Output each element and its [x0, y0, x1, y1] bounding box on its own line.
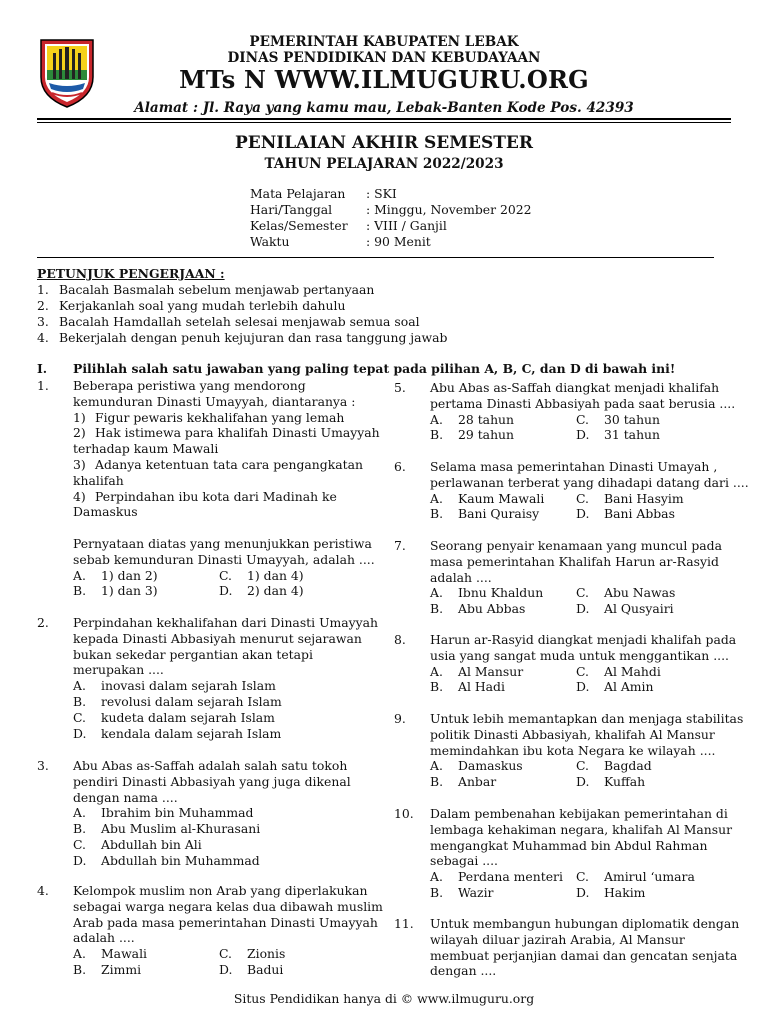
statement-item: [73, 441, 380, 457]
option-text: Al Qusyairi: [604, 601, 674, 617]
option-row: [430, 758, 743, 774]
option-text: Al Mahdi: [604, 663, 661, 679]
option-letter: B.: [73, 693, 87, 709]
option-text: Wazir: [458, 884, 494, 900]
option-row: [73, 962, 383, 978]
option-text: 31 tahun: [604, 427, 661, 443]
question-number: 10.: [394, 806, 414, 821]
instruction-text: Bacalah Basmalah sebelum menjawab pertanyaan: [59, 282, 375, 297]
question-stem-line: Perpindahan kekhalifahan dari Dinasti Umayyah: [73, 615, 379, 630]
question-number: 11.: [394, 916, 414, 931]
option-letter: B.: [73, 583, 87, 599]
option-row: [73, 568, 380, 584]
info-row: [250, 202, 532, 218]
option-text: 28 tahun: [458, 411, 515, 427]
option-letter: B.: [73, 961, 87, 977]
header-department: DINAS PENDIDIKAN DAN KEBUDAYAAN: [227, 50, 541, 66]
instruction-number: 4.: [37, 330, 49, 345]
option-letter: D.: [576, 774, 590, 790]
instruction-item: [37, 298, 447, 314]
question-stem-line: memindahkan ibu kota Negara ke wilayah ....: [430, 742, 716, 758]
option-text: Bani Hasyim: [604, 490, 684, 506]
question-stem-line: mengangkat Muhammad bin Abdul Rahman: [430, 837, 708, 853]
statement-text: Perpindahan ibu kota dari Madinah ke: [95, 488, 337, 504]
option-text: Bagdad: [604, 758, 652, 774]
question-number: 8.: [394, 632, 406, 647]
question-stem-line: Harun ar-Rasyid diangkat menjadi khalifah pada: [430, 632, 737, 647]
question-stem-line: Abu Abas as-Saffah diangkat menjadi khalifah: [430, 380, 720, 395]
option-letter: C.: [576, 869, 589, 885]
question-stem-line: usia yang sangat muda untuk menggantikan ....: [430, 647, 729, 663]
option-row: [73, 726, 378, 742]
option-row: [73, 821, 351, 837]
header-divider: [37, 118, 731, 120]
info-row: [250, 186, 532, 202]
question-number: 1.: [37, 378, 49, 393]
question-stem-line: kepada Dinasti Abbasiyah menurut sejarawan: [73, 630, 362, 646]
question-stem-line: Pernyataan diatas yang menunjukkan peristiwa: [73, 535, 372, 551]
option-text: Al Mansur: [458, 663, 524, 679]
statement-number: 2): [73, 425, 86, 441]
school-name: MTs N WWW.ILMUGURU.ORG: [179, 65, 589, 94]
option-text: Al Hadi: [458, 679, 505, 695]
instruction-item: [37, 314, 447, 330]
option-letter: A.: [430, 585, 443, 601]
statement-text: Adanya ketentuan tata cara pengangkatan: [95, 456, 363, 472]
instruction-item: [37, 282, 447, 298]
option-text: Abdullah bin Muhammad: [101, 852, 260, 868]
option-row: [430, 774, 743, 790]
question-body: [430, 916, 739, 979]
option-text: Abu Nawas: [604, 585, 676, 601]
statement-item: [73, 410, 380, 426]
option-letter: A.: [430, 411, 443, 427]
question-body: [73, 378, 380, 599]
header-divider-thin: [37, 122, 731, 123]
option-text: 1) dan 4): [247, 567, 304, 583]
option-text: inovasi dalam sejarah Islam: [101, 678, 276, 694]
statement-text: Figur pewaris kekhalifahan yang lemah: [95, 409, 345, 425]
question-stem-line: Untuk membangun hubungan diplomatik dengan: [430, 916, 740, 931]
option-letter: A.: [430, 490, 443, 506]
option-letter: A.: [73, 678, 86, 694]
question-body: [430, 538, 722, 617]
option-row: [430, 664, 736, 680]
option-row: [73, 853, 351, 869]
question-stem-line: Untuk lebih memantapkan dan menjaga stabilitas: [430, 711, 744, 726]
statement-text: Hak istimewa para khalifah Dinasti Umayyah: [95, 425, 380, 441]
option-row: [73, 694, 378, 710]
option-row: [73, 805, 351, 821]
option-letter: B.: [73, 821, 87, 837]
statement-number: 4): [73, 488, 86, 504]
instruction-text: Bekerjalah dengan penuh kejujuran dan rasa tanggung jawab: [59, 330, 448, 345]
option-letter: D.: [576, 506, 590, 522]
info-divider: [37, 257, 714, 258]
option-text: 2) dan 4): [247, 583, 304, 599]
question-number: 7.: [394, 538, 406, 553]
instruction-text: Kerjakanlah soal yang mudah terlebih dahulu: [59, 298, 346, 313]
option-letter: A.: [430, 758, 443, 774]
info-value: : VIII / Ganjil: [366, 218, 447, 233]
option-row: [73, 946, 383, 962]
info-value: : Minggu, November 2022: [366, 202, 532, 217]
option-letter: A.: [73, 946, 86, 962]
option-letter: D.: [73, 852, 87, 868]
question-stem-line: Beberapa peristiwa yang mendorong: [73, 378, 306, 393]
question-stem-line: wilayah diluar jazirah Arabia, Al Mansur: [430, 931, 685, 947]
option-row: [73, 583, 380, 599]
instruction-number: 1.: [37, 282, 49, 297]
question-stem-line: merupakan ....: [73, 662, 164, 678]
spacer: [73, 520, 380, 536]
school-address: Alamat : Jl. Raya yang kamu mau, Lebak-Banten Kode Pos. 42393: [134, 100, 634, 116]
option-text: Perdana menteri: [458, 869, 563, 885]
question-stem-line: Abu Abas as-Saffah adalah salah satu tokoh: [73, 758, 348, 773]
info-label: Hari/Tanggal: [250, 202, 333, 217]
statement-number: 3): [73, 456, 86, 472]
option-row: [430, 885, 732, 901]
option-text: Damaskus: [458, 758, 523, 774]
instruction-text: Bacalah Hamdallah setelah selesai menjawab semua soal: [59, 314, 420, 329]
option-letter: A.: [430, 663, 443, 679]
option-text: Zionis: [247, 946, 286, 962]
question-stem-line: adalah ....: [430, 569, 492, 585]
option-letter: C.: [576, 585, 589, 601]
question-number: 4.: [37, 883, 49, 898]
info-value: : SKI: [366, 186, 397, 201]
option-row: [430, 585, 722, 601]
option-row: [430, 427, 735, 443]
question-number: 9.: [394, 711, 406, 726]
option-letter: B.: [430, 884, 444, 900]
option-text: Badui: [247, 961, 284, 977]
question-stem-line: Seorang penyair kenamaan yang muncul pada: [430, 538, 722, 553]
header-government: PEMERINTAH KABUPATEN LEBAK: [249, 34, 519, 50]
option-row: [73, 710, 378, 726]
statement-text: khalifah: [73, 472, 124, 488]
question-stem-line: dengan nama ....: [73, 789, 178, 805]
option-text: 30 tahun: [604, 411, 661, 427]
option-text: Bani Quraisy: [458, 506, 540, 522]
option-text: 1) dan 3): [101, 583, 158, 599]
question-stem-line: kemunduran Dinasti Umayyah, diantaranya :: [73, 393, 356, 409]
instruction-number: 3.: [37, 314, 49, 329]
option-letter: C.: [576, 663, 589, 679]
option-row: [430, 601, 722, 617]
option-row: [430, 491, 749, 507]
option-row: [430, 506, 749, 522]
option-text: Kuffah: [604, 774, 646, 790]
question-stem-line: sebab kemunduran Dinasti Umayyah, adalah ....: [73, 551, 375, 567]
statement-item: [73, 457, 380, 473]
option-letter: C.: [219, 946, 232, 962]
question-stem-line: Arab pada masa pemerintahan Dinasti Umayyah: [73, 914, 378, 930]
option-text: kudeta dalam sejarah Islam: [101, 709, 275, 725]
instructions-heading: PETUNJUK PENGERJAAN :: [37, 266, 225, 281]
question-body: [73, 883, 383, 978]
option-text: Abu Muslim al-Khurasani: [101, 821, 261, 837]
question-stem-line: perlawanan terberat yang dihadapi datang dari ....: [430, 474, 749, 490]
question-stem-line: sebagai ....: [430, 853, 498, 869]
option-text: Ibnu Khaldun: [458, 585, 544, 601]
statement-item: [73, 425, 380, 441]
option-text: Abu Abbas: [458, 601, 526, 617]
question-number: 2.: [37, 615, 49, 630]
option-row: [430, 412, 735, 428]
option-text: revolusi dalam sejarah Islam: [101, 693, 282, 709]
question-stem-line: dengan ....: [430, 963, 497, 979]
option-letter: A.: [73, 567, 86, 583]
option-letter: D.: [576, 601, 590, 617]
option-text: Zimmi: [101, 961, 142, 977]
option-letter: B.: [430, 506, 444, 522]
info-label: Waktu: [250, 234, 290, 249]
instructions: [37, 266, 447, 346]
option-text: Bani Abbas: [604, 506, 675, 522]
section-text: Pilihlah salah satu jawaban yang paling tepat pada pilihan A, B, C, dan D di bawah ini!: [73, 361, 676, 376]
question-stem-line: lembaga kehakiman negara, khalifah Al Mansur: [430, 821, 733, 837]
instruction-number: 2.: [37, 298, 49, 313]
option-letter: C.: [576, 758, 589, 774]
option-row: [73, 837, 351, 853]
statement-item: [73, 489, 380, 505]
exam-year: TAHUN PELAJARAN 2022/2023: [264, 156, 504, 172]
option-letter: D.: [576, 427, 590, 443]
question-stem-line: membuat perjanjian damai dan gencatan senjata: [430, 947, 738, 963]
option-text: Kaum Mawali: [458, 490, 545, 506]
question-body: [430, 711, 743, 790]
option-letter: C.: [73, 836, 86, 852]
question-body: [430, 380, 735, 443]
question-body: [73, 615, 378, 741]
option-text: Ibrahim bin Muhammad: [101, 805, 254, 821]
option-text: 29 tahun: [458, 427, 515, 443]
exam-title: PENILAIAN AKHIR SEMESTER: [234, 133, 534, 153]
option-text: kendala dalam sejarah Islam: [101, 725, 282, 741]
question-body: [430, 806, 732, 901]
question-stem-line: pertama Dinasti Abbasiyah pada saat berusia ....: [430, 395, 736, 411]
option-text: Hakim: [604, 884, 646, 900]
option-letter: C.: [219, 567, 232, 583]
option-text: 1) dan 2): [101, 567, 158, 583]
question-stem-line: Dalam pembenahan kebijakan pemerintahan di: [430, 806, 728, 821]
instruction-item: [37, 330, 447, 346]
question-number: 5.: [394, 380, 406, 395]
exam-info: [250, 186, 532, 250]
statement-item: [73, 504, 380, 520]
option-letter: B.: [430, 679, 444, 695]
option-letter: D.: [73, 725, 87, 741]
option-letter: A.: [73, 805, 86, 821]
statement-item: [73, 473, 380, 489]
option-letter: C.: [73, 709, 86, 725]
info-row: [250, 234, 532, 250]
section-number: I.: [37, 361, 48, 376]
option-text: Anbar: [458, 774, 497, 790]
option-row: [73, 678, 378, 694]
option-text: Amirul ‘umara: [604, 869, 695, 885]
question-stem-line: bukan sekedar pergantian akan tetapi: [73, 646, 313, 662]
info-value: : 90 Menit: [366, 234, 431, 249]
option-letter: C.: [576, 411, 589, 427]
info-row: [250, 218, 532, 234]
option-text: Al Amin: [604, 679, 654, 695]
option-letter: A.: [430, 869, 443, 885]
section-heading: [37, 361, 675, 376]
statement-text: Damaskus: [73, 504, 138, 520]
option-letter: D.: [576, 884, 590, 900]
question-body: [73, 758, 351, 869]
question-body: [430, 459, 749, 522]
option-letter: D.: [576, 679, 590, 695]
question-stem-line: Selama masa pemerintahan Dinasti Umayah ,: [430, 459, 718, 474]
statement-number: 1): [73, 409, 86, 425]
question-stem-line: sebagai warga negara kelas dua dibawah muslim: [73, 898, 383, 914]
option-text: Mawali: [101, 946, 147, 962]
option-letter: C.: [576, 490, 589, 506]
question-stem-line: politik Dinasti Abbasiyah, khalifah Al Mansur: [430, 726, 715, 742]
question-stem-line: pendiri Dinasti Abbasiyah yang juga dikenal: [73, 773, 351, 789]
question-stem-line: adalah ....: [73, 930, 135, 946]
option-letter: B.: [430, 774, 444, 790]
footer: Situs Pendidikan hanya di © www.ilmuguru.org: [233, 991, 535, 1006]
option-text: Abdullah bin Ali: [101, 836, 202, 852]
question-body: [430, 632, 736, 695]
info-label: Mata Pelajaran: [250, 186, 346, 201]
option-letter: D.: [219, 961, 233, 977]
info-label: Kelas/Semester: [250, 218, 348, 233]
question-stem-line: masa pemerintahan Khalifah Harun ar-Rasyid: [430, 553, 719, 569]
question-number: 3.: [37, 758, 49, 773]
option-row: [430, 679, 736, 695]
statement-text: terhadap kaum Mawali: [73, 441, 219, 457]
option-row: [430, 869, 732, 885]
option-letter: B.: [430, 601, 444, 617]
option-letter: D.: [219, 583, 233, 599]
question-number: 6.: [394, 459, 406, 474]
question-stem-line: Kelompok muslim non Arab yang diperlakukan: [73, 883, 368, 898]
option-letter: B.: [430, 427, 444, 443]
